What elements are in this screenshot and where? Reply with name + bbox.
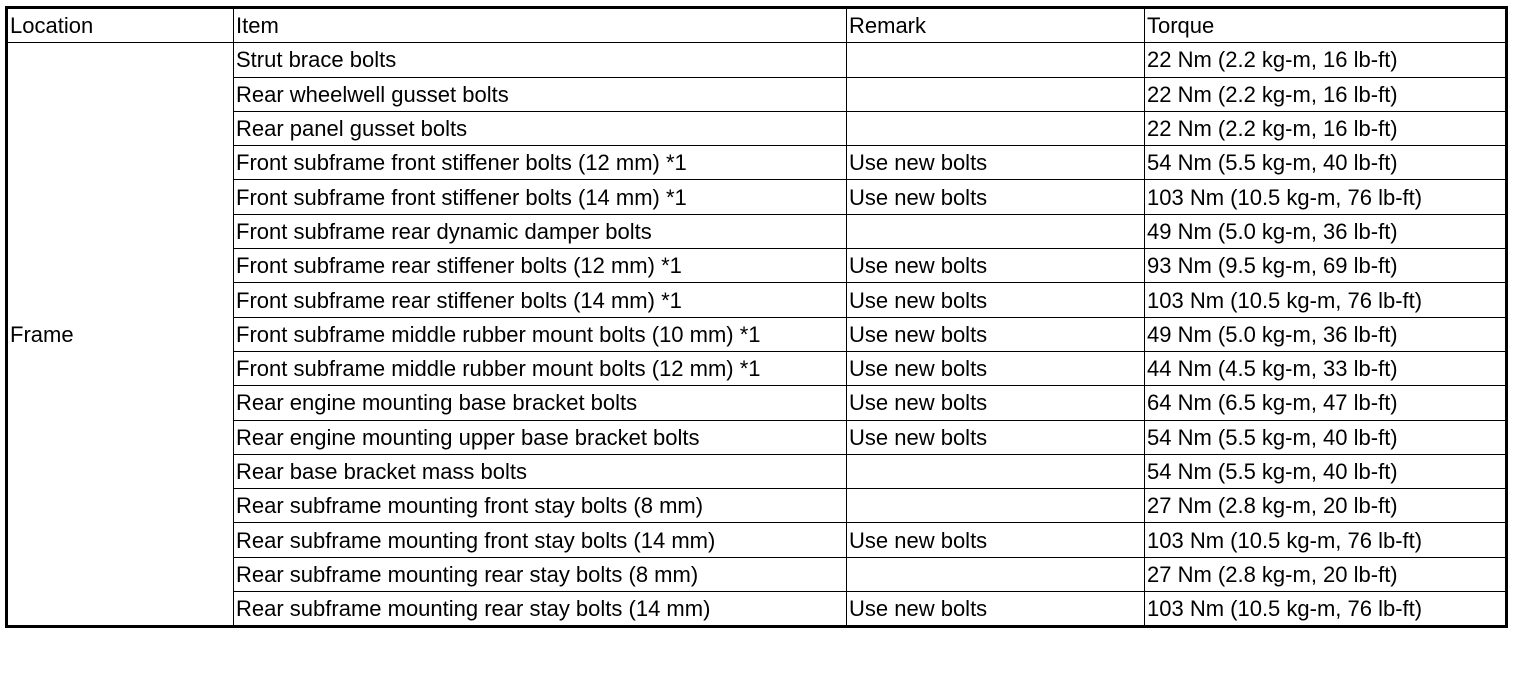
torque-cell: 44 Nm (4.5 kg-m, 33 lb-ft) xyxy=(1145,351,1507,385)
remark-cell xyxy=(847,111,1145,145)
remark-cell xyxy=(847,214,1145,248)
torque-spec-table xyxy=(5,6,1508,628)
remark-cell xyxy=(847,557,1145,591)
remark-cell xyxy=(847,77,1145,111)
torque-cell: 103 Nm (10.5 kg-m, 76 lb-ft) xyxy=(1145,180,1507,214)
header-location: Location xyxy=(7,8,234,43)
torque-cell: 64 Nm (6.5 kg-m, 47 lb-ft) xyxy=(1145,386,1507,420)
table-row xyxy=(7,43,1507,77)
item-cell: Rear panel gusset bolts xyxy=(234,111,847,145)
torque-cell: 27 Nm (2.8 kg-m, 20 lb-ft) xyxy=(1145,489,1507,523)
table-body xyxy=(7,43,1507,627)
item-cell: Rear engine mounting upper base bracket bolts xyxy=(234,420,847,454)
torque-cell: 54 Nm (5.5 kg-m, 40 lb-ft) xyxy=(1145,146,1507,180)
item-cell: Front subframe middle rubber mount bolts (12 mm) *1 xyxy=(234,351,847,385)
torque-cell: 22 Nm (2.2 kg-m, 16 lb-ft) xyxy=(1145,111,1507,145)
header-item: Item xyxy=(234,8,847,43)
item-cell: Rear engine mounting base bracket bolts xyxy=(234,386,847,420)
header-torque: Torque xyxy=(1145,8,1507,43)
torque-cell: 27 Nm (2.8 kg-m, 20 lb-ft) xyxy=(1145,557,1507,591)
item-cell: Front subframe front stiffener bolts (14 mm) *1 xyxy=(234,180,847,214)
torque-cell: 54 Nm (5.5 kg-m, 40 lb-ft) xyxy=(1145,454,1507,488)
remark-cell: Use new bolts xyxy=(847,249,1145,283)
item-cell: Front subframe front stiffener bolts (12 mm) *1 xyxy=(234,146,847,180)
torque-cell: 103 Nm (10.5 kg-m, 76 lb-ft) xyxy=(1145,283,1507,317)
remark-cell: Use new bolts xyxy=(847,420,1145,454)
torque-cell: 49 Nm (5.0 kg-m, 36 lb-ft) xyxy=(1145,317,1507,351)
torque-cell: 93 Nm (9.5 kg-m, 69 lb-ft) xyxy=(1145,249,1507,283)
item-cell: Rear subframe mounting rear stay bolts (8 mm) xyxy=(234,557,847,591)
remark-cell: Use new bolts xyxy=(847,592,1145,627)
item-cell: Front subframe rear dynamic damper bolts xyxy=(234,214,847,248)
torque-cell: 103 Nm (10.5 kg-m, 76 lb-ft) xyxy=(1145,523,1507,557)
torque-cell: 54 Nm (5.5 kg-m, 40 lb-ft) xyxy=(1145,420,1507,454)
item-cell: Front subframe middle rubber mount bolts (10 mm) *1 xyxy=(234,317,847,351)
remark-cell xyxy=(847,43,1145,77)
header-row xyxy=(7,8,1507,43)
item-cell: Front subframe rear stiffener bolts (12 mm) *1 xyxy=(234,249,847,283)
remark-cell: Use new bolts xyxy=(847,317,1145,351)
item-cell: Rear wheelwell gusset bolts xyxy=(234,77,847,111)
item-cell: Rear subframe mounting rear stay bolts (14 mm) xyxy=(234,592,847,627)
torque-cell: 103 Nm (10.5 kg-m, 76 lb-ft) xyxy=(1145,592,1507,627)
remark-cell: Use new bolts xyxy=(847,283,1145,317)
item-cell: Strut brace bolts xyxy=(234,43,847,77)
item-cell: Rear subframe mounting front stay bolts (8 mm) xyxy=(234,489,847,523)
remark-cell xyxy=(847,454,1145,488)
remark-cell: Use new bolts xyxy=(847,180,1145,214)
remark-cell: Use new bolts xyxy=(847,146,1145,180)
torque-spec-table-container xyxy=(5,6,1508,628)
torque-cell: 22 Nm (2.2 kg-m, 16 lb-ft) xyxy=(1145,43,1507,77)
remark-cell: Use new bolts xyxy=(847,386,1145,420)
remark-cell: Use new bolts xyxy=(847,523,1145,557)
torque-cell: 22 Nm (2.2 kg-m, 16 lb-ft) xyxy=(1145,77,1507,111)
item-cell: Rear base bracket mass bolts xyxy=(234,454,847,488)
header-remark: Remark xyxy=(847,8,1145,43)
torque-cell: 49 Nm (5.0 kg-m, 36 lb-ft) xyxy=(1145,214,1507,248)
item-cell: Rear subframe mounting front stay bolts (14 mm) xyxy=(234,523,847,557)
item-cell: Front subframe rear stiffener bolts (14 mm) *1 xyxy=(234,283,847,317)
remark-cell: Use new bolts xyxy=(847,351,1145,385)
remark-cell xyxy=(847,489,1145,523)
location-cell: Frame xyxy=(7,43,234,627)
